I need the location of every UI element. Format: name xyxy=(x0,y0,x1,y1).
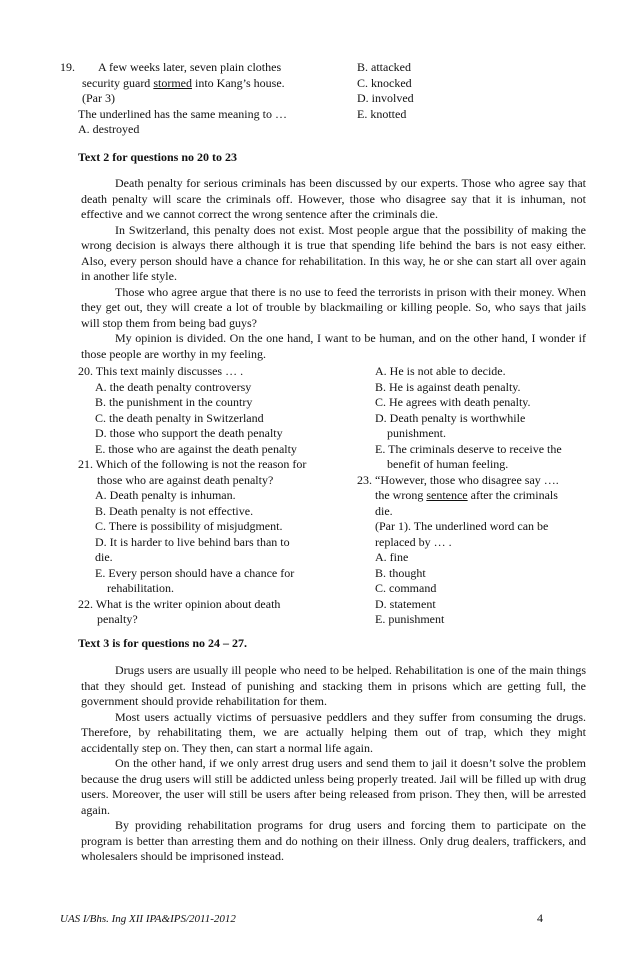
paragraph-ref: (Par 3) xyxy=(82,91,115,105)
stem-text: 23. “However, those who disagree say …. the wrong xyxy=(357,472,559,502)
option-a: A. fine xyxy=(375,550,409,564)
paragraph: Those who agree argue that there is no use to feed the terrorists in prison with their money. When they get out, they will create a lot of trouble by blackmailing or killing people. So, who says that jails will stop them from being bad guys? xyxy=(81,284,586,330)
text3-body xyxy=(81,663,586,865)
option-c: C. command xyxy=(375,581,437,595)
option-a: A. Death penalty is inhuman. xyxy=(95,488,236,502)
option-e: E. Every person should have a chance for rehabilitation. xyxy=(95,565,295,595)
question-stem-line xyxy=(60,76,320,92)
question-23-stem xyxy=(357,473,575,520)
option-a: A. the death penalty controversy xyxy=(95,379,252,394)
question-19-options xyxy=(357,60,557,122)
question-stem-line: A few weeks later, seven plain clothes xyxy=(98,60,282,74)
paragraph: By providing rehabilitation programs for drug users and forcing them to participate on the program is better than arresting them and do nothing on their illness. Only drug dealers, traffickers, and wholesalers should be imprisoned instead. xyxy=(81,818,586,863)
question-22-stem: 22. What is the writer opinion about death penalty? xyxy=(78,596,281,626)
option-b: B. the punishment in the country xyxy=(95,395,253,409)
stem-text: security guard xyxy=(82,75,154,90)
option-e: E. those who are against the death penalty xyxy=(95,441,297,456)
text3-heading: Text 3 is for questions no 24 – 27. xyxy=(78,636,248,650)
option-d: D. involved xyxy=(357,91,414,105)
question-19 xyxy=(60,60,320,138)
text2-heading: Text 2 for questions no 20 to 23 xyxy=(78,150,238,164)
underlined-word: sentence xyxy=(426,488,468,502)
option-e: E. knotted xyxy=(357,106,407,121)
questions-left-column xyxy=(78,364,308,628)
paragraph: Death penalty for serious criminals has been discussed by our experts. Those who agree say that death penalty will scare the criminals off. However, those who disagree say that it is inhuman, not effective and we cannot correct the wrong sentence after the criminals die. xyxy=(81,176,586,221)
stem-text: after the criminals die. xyxy=(375,488,558,518)
option-c: C. the death penalty in Switzerland xyxy=(95,410,264,425)
stem-text: into Kang’s house. xyxy=(191,75,285,90)
option-b: B. attacked xyxy=(357,60,411,74)
option-a: A. He is not able to decide. xyxy=(375,364,506,378)
option-d: D. those who support the death penalty xyxy=(95,426,283,440)
questions-right-column xyxy=(357,364,575,628)
question-21-stem: 21. Which of the following is not the reason for those who are against death penalty? xyxy=(78,457,307,487)
question-number: 19. xyxy=(60,60,75,74)
option-c: C. knocked xyxy=(357,75,412,90)
option-b: B. He is against death penalty. xyxy=(375,379,521,394)
option-b: B. Death penalty is not effective. xyxy=(95,503,254,518)
paragraph: Drugs users are usually ill people who need to be helped. Rehabilitation is one of the main things that they should get. Instead of punishing and stacking them in prisons which are getting full, the government should provide rehabilitation for them. xyxy=(81,663,586,708)
question-20-stem: 20. This text mainly discusses … . xyxy=(78,364,244,378)
question-prompt: The underlined has the same meaning to … xyxy=(78,106,287,121)
option-d: D. Death penalty is worthwhile punishment. xyxy=(375,410,526,440)
underlined-word: stormed xyxy=(153,75,192,90)
paragraph-ref: (Par 1). The underlined word can be replaced by … . xyxy=(375,519,549,549)
footer-course-code: UAS I/Bhs. Ing XII IPA&IPS/2011-2012 xyxy=(60,913,236,925)
paragraph: In Switzerland, this penalty does not exist. Most people argue that the possibility of making the wrong decision is always there although it is true that spending life behind the bars is not easy either. Also, every person should have a chance for rehabilitation. In this way, he or she can start all over again in another life style. xyxy=(81,222,586,283)
paragraph: On the other hand, if we only arrest drug users and send them to jail it doesn’t solve the problem because the drug users will still be addicted unless being properly treated. Jail will be filled up with drug users. Moreover, the user will still be users after being released from prison. They then, will be arrested again. xyxy=(81,756,586,817)
option-c: C. There is possibility of misjudgment. xyxy=(95,519,283,533)
option-c: C. He agrees with death penalty. xyxy=(375,395,531,409)
option-a: A. destroyed xyxy=(78,122,140,136)
option-d: D. It is harder to live behind bars than to die. xyxy=(95,534,290,564)
option-b: B. thought xyxy=(375,565,426,580)
option-e: E. The criminals deserve to receive the benefit of human feeling. xyxy=(375,441,562,471)
page-number: 4 xyxy=(537,911,543,925)
paragraph: My opinion is divided. On the one hand, I want to be human, and on the other hand, I wonder if those people are worthy in my feeling. xyxy=(81,331,586,361)
option-e: E. punishment xyxy=(375,612,445,626)
paragraph: Most users actually victims of persuasive peddlers and they suffer from consuming the drugs. Therefore, by rehabilitating them, we are actually helping them out of trap, which they might accidentally step on. They then, can start a normal life again. xyxy=(81,709,586,755)
option-d: D. statement xyxy=(375,596,436,611)
text2-body xyxy=(81,176,586,362)
